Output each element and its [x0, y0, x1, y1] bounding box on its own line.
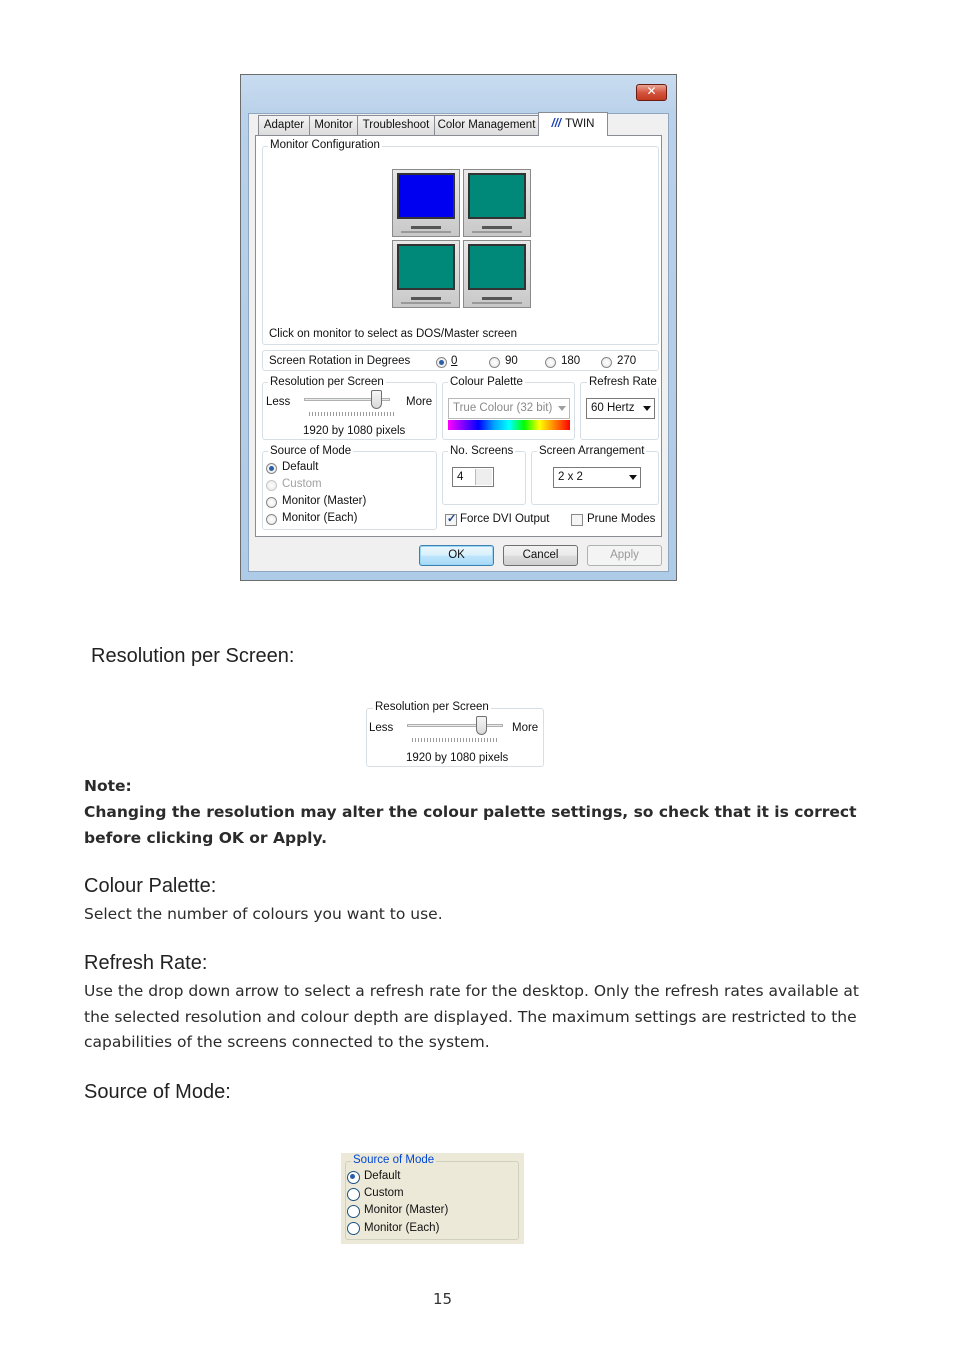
resolution-slider-ticks [309, 412, 394, 416]
prune-modes-checkbox[interactable] [571, 514, 583, 526]
snippet-monitor-each-label: Monitor (Each) [364, 1222, 440, 1234]
tab-twin[interactable]: /// TWIN [538, 112, 608, 136]
monitor-4-screen [468, 244, 526, 290]
rotation-0-radio[interactable] [436, 357, 447, 368]
note-text: Changing the resolution may alter the colour palette settings, so check that it is correct before clicking OK or Apply. [84, 803, 857, 847]
source-monitor-each-label: Monitor (Each) [282, 512, 358, 524]
snippet-monitor-master-label: Monitor (Master) [364, 1204, 449, 1216]
resolution-value: 1920 by 1080 pixels [303, 425, 406, 437]
arrangement-legend: Screen Arrangement [539, 445, 645, 457]
rotation-0-label: 0 [451, 355, 458, 367]
close-button[interactable] [636, 84, 667, 101]
note-label: Note: [84, 777, 132, 795]
resolution-more-label: More [406, 396, 433, 408]
rotation-180-label: 180 [561, 355, 581, 367]
snippet-custom-radio[interactable] [347, 1188, 360, 1201]
source-monitor-master-radio[interactable] [266, 497, 277, 508]
tab-troubleshoot[interactable]: Troubleshoot [357, 115, 435, 135]
source-custom-radio[interactable] [266, 480, 277, 491]
rotation-label: Screen Rotation in Degrees [269, 355, 411, 367]
force-dvi-checkbox[interactable] [445, 514, 457, 526]
twin-tab-panel [255, 135, 662, 537]
snippet-custom-label: Custom [364, 1187, 404, 1199]
refresh-text: Use the drop down arrow to select a refresh rate for the desktop. Only the refresh rates available at the selected resolution and colour depth are displayed. The maximum settings are restricted to the capabilities of the screens connected to the system. [84, 982, 860, 1051]
tab-adapter[interactable]: Adapter [258, 115, 310, 135]
refresh-heading: Refresh Rate: [84, 952, 208, 974]
source-monitor-each-radio[interactable] [266, 514, 277, 525]
palette-heading: Colour Palette: [84, 875, 217, 897]
monitor-config-group [262, 146, 659, 345]
prune-modes-label: Prune Modes [587, 513, 656, 525]
page-number: 15 [433, 1290, 453, 1308]
snippet-monitor-master-radio[interactable] [347, 1205, 360, 1218]
snippet-default-label: Default [364, 1170, 401, 1182]
rotation-90-label: 90 [505, 355, 518, 367]
snippet-slider-track[interactable] [407, 724, 503, 727]
snippet-monitor-each-radio[interactable] [347, 1222, 360, 1235]
resolution-less-label: Less [266, 396, 291, 408]
tab-monitor[interactable]: Monitor [309, 115, 358, 135]
apply-button[interactable]: Apply [587, 545, 662, 566]
palette-text: Select the number of colours you want to use. [84, 905, 443, 923]
resolution-legend: Resolution per Screen [270, 376, 384, 388]
rotation-90-radio[interactable] [489, 357, 500, 368]
snippet-more-label: More [512, 722, 539, 734]
monitor-3-screen [397, 244, 455, 290]
stepper-arrows-icon[interactable] [475, 469, 492, 485]
snippet-resolution-legend: Resolution per Screen [375, 701, 489, 713]
snippet-slider-thumb[interactable] [476, 716, 487, 735]
monitor-4[interactable] [463, 240, 531, 308]
twin-logo-icon: /// [551, 118, 562, 130]
snippet-resolution-value: 1920 by 1080 pixels [406, 752, 509, 764]
chevron-down-icon [558, 406, 566, 411]
close-icon: ✕ [646, 84, 657, 98]
checkmark-icon: ✓ [447, 513, 457, 525]
source-custom-label: Custom [282, 478, 322, 490]
source-monitor-master-label: Monitor (Master) [282, 495, 367, 507]
refresh-legend: Refresh Rate [589, 376, 657, 388]
ok-button[interactable]: OK [419, 545, 494, 566]
screens-stepper[interactable]: 4 [452, 467, 494, 487]
snippet-source-legend: Source of Mode [353, 1154, 435, 1166]
source-heading: Source of Mode: [84, 1081, 231, 1103]
palette-select[interactable]: True Colour (32 bit) [448, 398, 570, 419]
monitor-3[interactable] [392, 240, 460, 308]
refresh-rate-select[interactable]: 60 Hertz [586, 398, 655, 419]
rotation-270-radio[interactable] [601, 357, 612, 368]
source-snippet [341, 1153, 524, 1244]
rotation-270-label: 270 [617, 355, 637, 367]
source-default-radio[interactable] [266, 463, 277, 474]
snippet-default-radio[interactable] [347, 1171, 360, 1184]
monitor-config-hint: Click on monitor to select as DOS/Master screen [269, 328, 517, 340]
monitor-2-screen [468, 173, 526, 219]
resolution-heading: Resolution per Screen: [91, 645, 295, 667]
cancel-button[interactable]: Cancel [503, 545, 578, 566]
snippet-less-label: Less [369, 722, 394, 734]
monitor-config-legend: Monitor Configuration [270, 139, 380, 151]
resolution-snippet [365, 700, 546, 768]
rotation-180-radio[interactable] [545, 357, 556, 368]
arrangement-select[interactable]: 2 x 2 [553, 467, 641, 488]
force-dvi-label: Force DVI Output [460, 513, 550, 525]
source-default-label: Default [282, 461, 319, 473]
monitor-1-screen [397, 173, 455, 219]
twin-properties-dialog [240, 74, 677, 581]
monitor-2[interactable] [463, 169, 531, 237]
snippet-slider-ticks [412, 738, 498, 742]
chevron-down-icon [643, 406, 651, 411]
source-legend: Source of Mode [270, 445, 352, 457]
chevron-down-icon [629, 475, 637, 480]
screens-legend: No. Screens [450, 445, 514, 457]
palette-legend: Colour Palette [450, 376, 523, 388]
resolution-slider-thumb[interactable] [371, 390, 382, 409]
colour-spectrum-bar [448, 420, 570, 430]
tab-color-management[interactable]: Color Management [434, 115, 539, 135]
monitor-1[interactable] [392, 169, 460, 237]
